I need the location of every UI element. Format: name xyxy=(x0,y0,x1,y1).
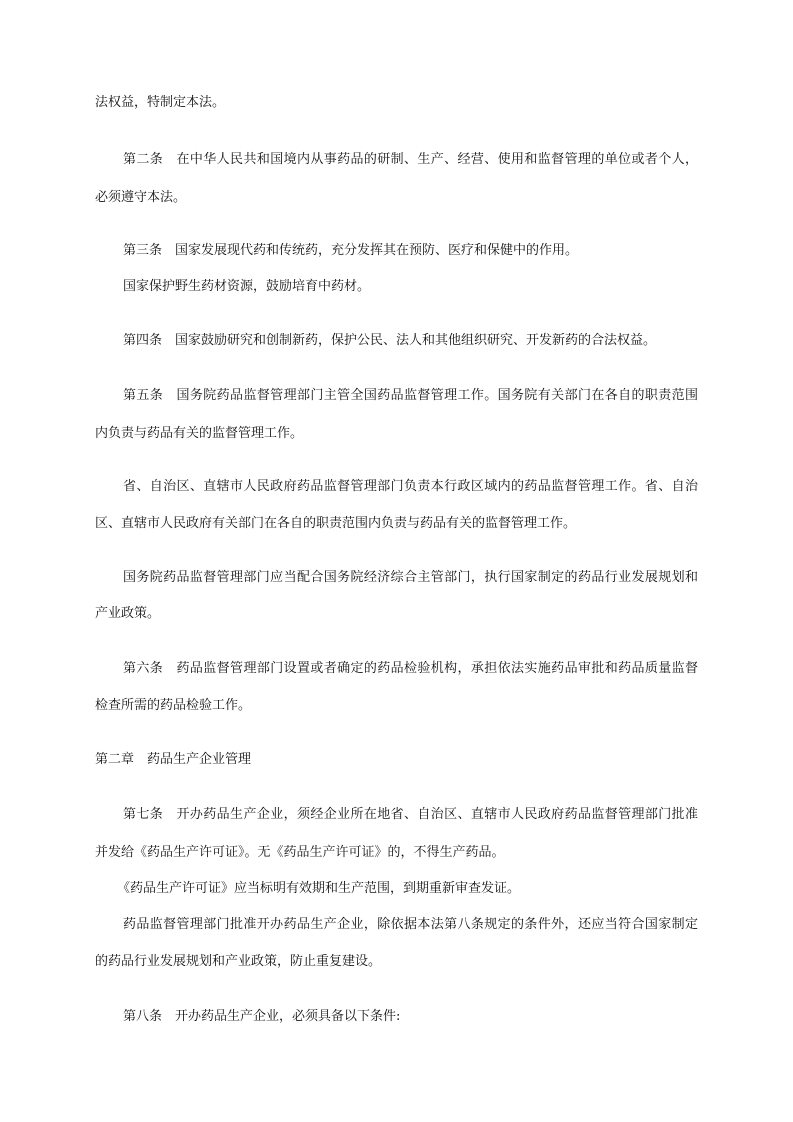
text-line: 《药品生产许可证》应当标明有效期和生产范围，到期重新审查发证。 xyxy=(117,881,521,896)
text-line: 药品监督管理部门批准开办药品生产企业，除依据本法第八条规定的条件外，还应当符合国家制定 xyxy=(123,917,698,932)
article-8-line: 第八条 开办药品生产企业，必须具备以下条件: xyxy=(123,1009,401,1024)
article-label: 第三条 xyxy=(123,243,163,258)
article-3-line: 第三条 国家发展现代药和传统药，充分发挥其在预防、医疗和保健中的作用。 xyxy=(123,243,579,258)
text-line: 省、自治区、直辖市人民政府药品监督管理部门负责本行政区域内的药品监督管理工作。省、自治 xyxy=(123,479,698,494)
article-label: 第七条 xyxy=(123,807,164,822)
article-label: 第八条 xyxy=(123,1009,163,1024)
text-line: 的药品行业发展规划和产业政策，防止重复建设。 xyxy=(95,954,382,969)
chapter-label: 第二章 xyxy=(95,752,135,767)
article-5-line: 第五条 国务院药品监督管理部门主管全国药品监督管理工作。国务院有关部门在各自的职责范围 xyxy=(123,388,698,403)
text-line: 国务院药品监督管理部门应当配合国务院经济综合主管部门，执行国家制定的药品行业发展规划和 xyxy=(123,570,698,585)
text-line: 内负责与药品有关的监督管理工作。 xyxy=(95,426,304,441)
article-6-line: 第六条 药品监督管理部门设置或者确定的药品检验机构，承担依法实施药品审批和药品质量监督 xyxy=(123,661,698,676)
chapter-heading: 第二章 药品生产企业管理 xyxy=(95,752,252,767)
text-line: 并发给《药品生产许可证》。无《药品生产许可证》的，不得生产药品。 xyxy=(95,845,505,860)
article-7-line: 第七条 开办药品生产企业，须经企业所在地省、自治区、直辖市人民政府药品监督管理部门批准 xyxy=(123,807,698,822)
text-line: 必须遵守本法。 xyxy=(95,190,187,205)
article-4-line: 第四条 国家鼓励研究和创制新药，保护公民、法人和其他组织研究、开发新药的合法权益。 xyxy=(123,333,657,348)
text-line: 国家保护野生药材资源，鼓励培育中药材。 xyxy=(123,279,371,294)
text-line: 产业政策。 xyxy=(95,606,161,621)
article-label: 第二条 xyxy=(123,152,164,167)
article-label: 第四条 xyxy=(123,333,163,348)
text-line: 区、直辖市人民政府有关部门在各自的职责范围内负责与药品有关的监督管理工作。 xyxy=(95,516,577,531)
text-line: 法权益，特制定本法。 xyxy=(95,95,226,110)
text-line: 检查所需的药品检验工作。 xyxy=(95,698,252,713)
article-label: 第五条 xyxy=(123,388,164,403)
article-2-line: 第二条 在中华人民共和国境内从事药品的研制、生产、经营、使用和监督管理的单位或者个人， xyxy=(123,152,698,167)
article-label: 第六条 xyxy=(123,661,164,676)
